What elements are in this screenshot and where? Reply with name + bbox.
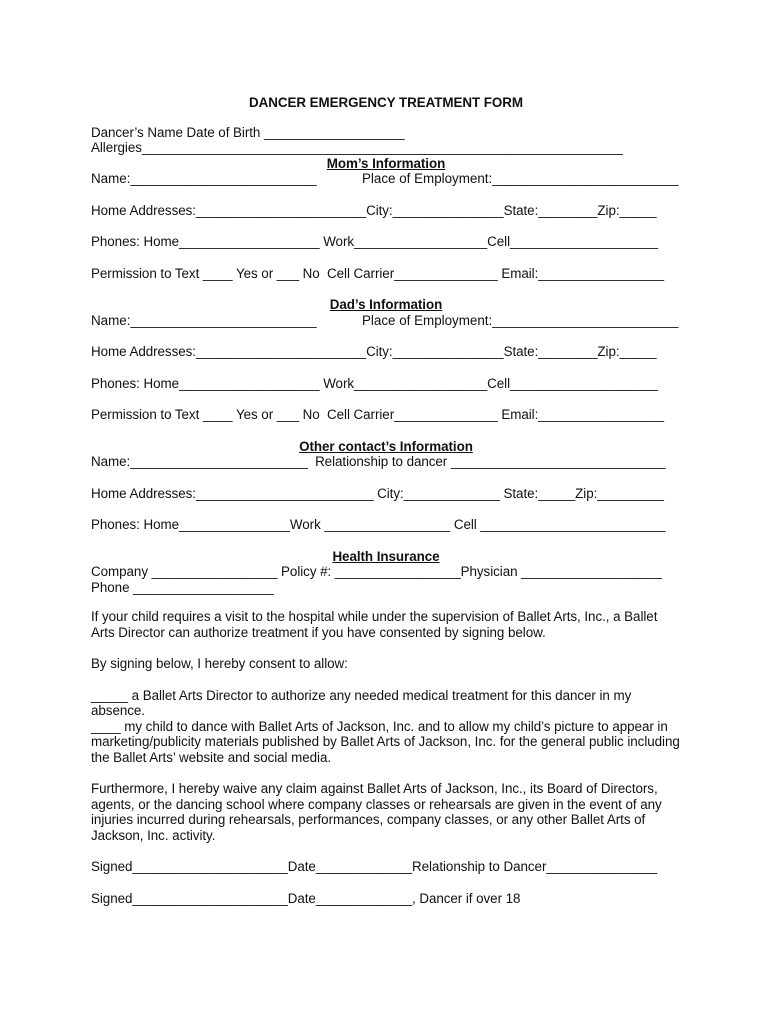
- mom-text-permission-field[interactable]: Permission to Text ____ Yes or ___ No Cell Carrier______________ Email:_________________: [91, 265, 664, 281]
- hospital-paragraph: If your child requires a visit to the hospital while under the supervision of Ballet Arts, Inc., a Ballet Arts Director can authorize treatment if you have consented by signing below.: [91, 609, 658, 640]
- other-contact-section-heading: Other contact’s Information: [299, 438, 473, 454]
- consent-photo-item[interactable]: ____ my child to dance with Ballet Arts of Jackson, Inc. and to allow my child’s picture to appear in marketing/publicity materials published by Ballet Arts of Jackson, Inc. for the general public including the Ballet Arts’ website and social media.: [91, 718, 680, 765]
- dad-phones-field[interactable]: Phones: Home___________________ Work__________________Cell____________________: [91, 375, 658, 391]
- mom-phones-field[interactable]: Phones: Home___________________ Work__________________Cell____________________: [91, 234, 658, 249]
- signature-line-dancer[interactable]: Signed_____________________Date_____________, Dancer if over 18: [91, 890, 521, 906]
- dad-section-heading: Dad’s Information: [329, 297, 443, 312]
- consent-medical-item[interactable]: _____ a Ballet Arts Director to authorize any needed medical treatment for this dancer in my absence.: [91, 687, 632, 718]
- mom-name-field[interactable]: Name:_________________________: [91, 171, 317, 186]
- mom-employment-field[interactable]: Place of Employment:_________________________: [362, 171, 679, 186]
- dad-employment-field[interactable]: Place of Employment:_________________________: [362, 312, 679, 328]
- dad-address-field[interactable]: Home Addresses:_______________________City:_______________State:________Zip:_____: [91, 344, 657, 359]
- mom-section-heading: Mom’s Information: [326, 155, 446, 171]
- dad-name-field[interactable]: Name:_________________________: [91, 312, 317, 328]
- dad-text-permission-field[interactable]: Permission to Text ____ Yes or ___ No Cell Carrier______________ Email:_________________: [91, 407, 664, 422]
- waiver-paragraph: Furthermore, I hereby waive any claim against Ballet Arts of Jackson, Inc., its Board of Directors, agents, or the dancing school where company classes or rehearsals are given in the event of any injuries incurred during rehearsals, performances, company classes, or any other Ballet Arts of Jackson, Inc. activity.: [91, 781, 662, 843]
- allergies-field[interactable]: Allergies_________________________________________________________________: [91, 140, 623, 155]
- other-address-field[interactable]: Home Addresses:________________________ City:_____________ State:_____Zip:_________: [91, 485, 664, 501]
- dad-name-row: [91, 313, 681, 329]
- other-name-relationship-field[interactable]: Name:________________________ Relationship to dancer _____________________________: [91, 454, 666, 469]
- insurance-section-heading: Health Insurance: [332, 548, 440, 564]
- dancer-name-dob-field[interactable]: Dancer’s Name Date of Birth ___________________: [91, 124, 405, 140]
- signature-line-relationship[interactable]: Signed_____________________Date_____________Relationship to Dancer_______________: [91, 859, 658, 874]
- mom-name-row: [91, 171, 681, 187]
- form-content: [91, 95, 681, 906]
- mom-address-field[interactable]: Home Addresses:_______________________City:_______________State:________Zip:_____: [91, 202, 657, 218]
- consent-intro-text: By signing below, I hereby consent to allow:: [91, 656, 348, 671]
- other-phones-field[interactable]: Phones: Home_______________Work _________________ Cell _________________________: [91, 517, 666, 532]
- insurance-company-field[interactable]: Company _________________ Policy #: _________________Physician ___________________: [91, 564, 662, 579]
- insurance-phone-field[interactable]: Phone ___________________: [91, 579, 274, 595]
- form-title: DANCER EMERGENCY TREATMENT FORM: [249, 95, 523, 110]
